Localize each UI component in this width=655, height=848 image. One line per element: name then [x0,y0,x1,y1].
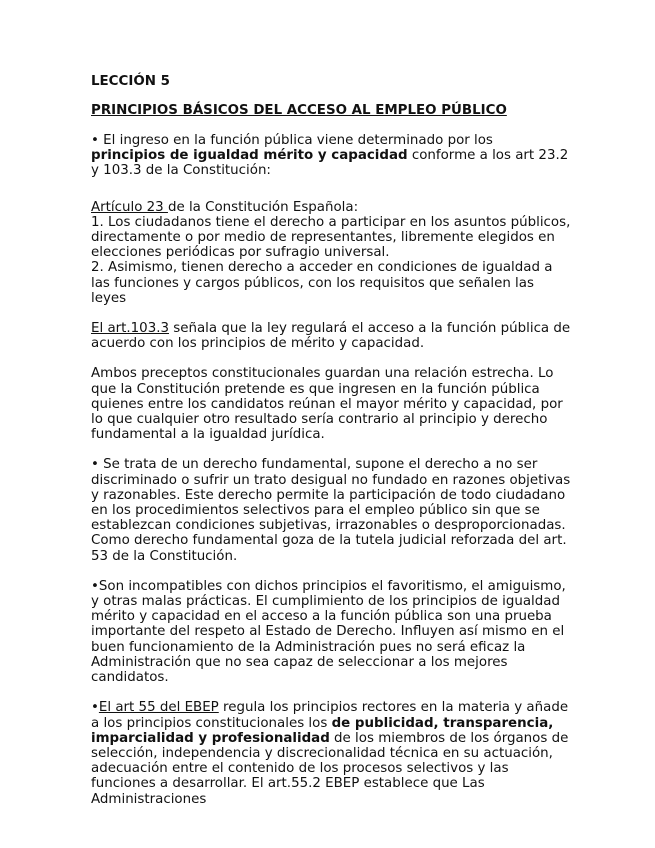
article-23-link[interactable]: Artículo 23 [91,199,168,215]
paragraph-7 [91,700,571,806]
paragraph-7-text-a: regula los principios rectores en la materia y añade a los principios constitucionales los [91,700,569,731]
document-page [91,74,571,807]
paragraph-1-text-c: conforme a los art 23.2 y 103.3 de la Constitución: [91,148,569,179]
paragraph-7-bullet: • [91,700,99,716]
art-103-link[interactable]: El art.103.3 [91,321,169,337]
page-title: PRINCIPIOS BÁSICOS DEL ACCESO AL EMPLEO PÚBLICO [91,103,507,118]
article-23-item-2: 2. Asimismo, tienen derecho a acceder en condiciones de igualdad a las funciones y cargos públicos, con los requisitos que señalen las leyes [91,260,553,306]
paragraph-4: Ambos preceptos constitucionales guardan una relación estrecha. Lo que la Constitución pretende es que ingresen en la función pública quienes entre los candidatos reúnan el mayor mérito y capacidad, por lo que cualquier otro resultado sería contrario al principio y derecho fundamental a la igualdad jurídica. [91,366,563,443]
article-23-source: de la Constitución Española: [167,199,359,215]
paragraph-art-103 [91,321,571,351]
art-103-text: señala que la ley regulará el acceso a la función pública de acuerdo con los principios de mérito y capacidad. [91,321,571,352]
article-23-item-1: 1. Los ciudadanos tiene el derecho a participar en los asuntos públicos, directamente o por medio de representantes, libremente elegidos en elecciones periódicas por sufragio universal. [91,214,571,261]
paragraph-1 [91,133,571,179]
article-23-block [91,200,571,306]
paragraph-5: • Se trata de un derecho fundamental, supone el derecho a no ser discriminado o sufrir un trato desigual no fundado en razones objetivas y razonables. Este derecho permite la participación de todo ciudadano en los procedimientos selectivos para el empleo público sin que se establezcan condiciones subjetivas, irrazonables o desproporcionadas. Como derecho fundamental goza de la tutela judicial reforzada del art. 53 de la Constitución. [91,457,571,564]
lesson-heading: LECCIÓN 5 [91,74,170,89]
art-55-ebep-link[interactable]: El art 55 del EBEP [98,700,219,716]
paragraph-7-emphasis: de publicidad, transparencia, imparcialidad y profesionalidad [91,715,554,746]
paragraph-1-text-a: • El ingreso en la función pública viene determinado por los [91,133,493,148]
paragraph-6: •Son incompatibles con dichos principios el favoritismo, el amiguismo, y otras malas prácticas. El cumplimiento de los principios de igualdad mérito y capacidad en el acceso a la función pública son una prueba importante del respeto al Estado de Derecho. Influyen así mismo en el buen funcionamiento de la Administración pues no será eficaz la Administración que no sea capaz de seleccionar a los mejores candidatos. [91,578,566,686]
paragraph-7-text-c: de los miembros de los órganos de selección, independencia y discrecionalidad técnica en su actuación, adecuación entre el contenido de los procesos selectivos y las funciones a desarrollar. El art.55.2 EBEP establece que Las Administraciones [91,730,569,807]
paragraph-1-emphasis: principios de igualdad mérito y capacidad [91,148,408,164]
